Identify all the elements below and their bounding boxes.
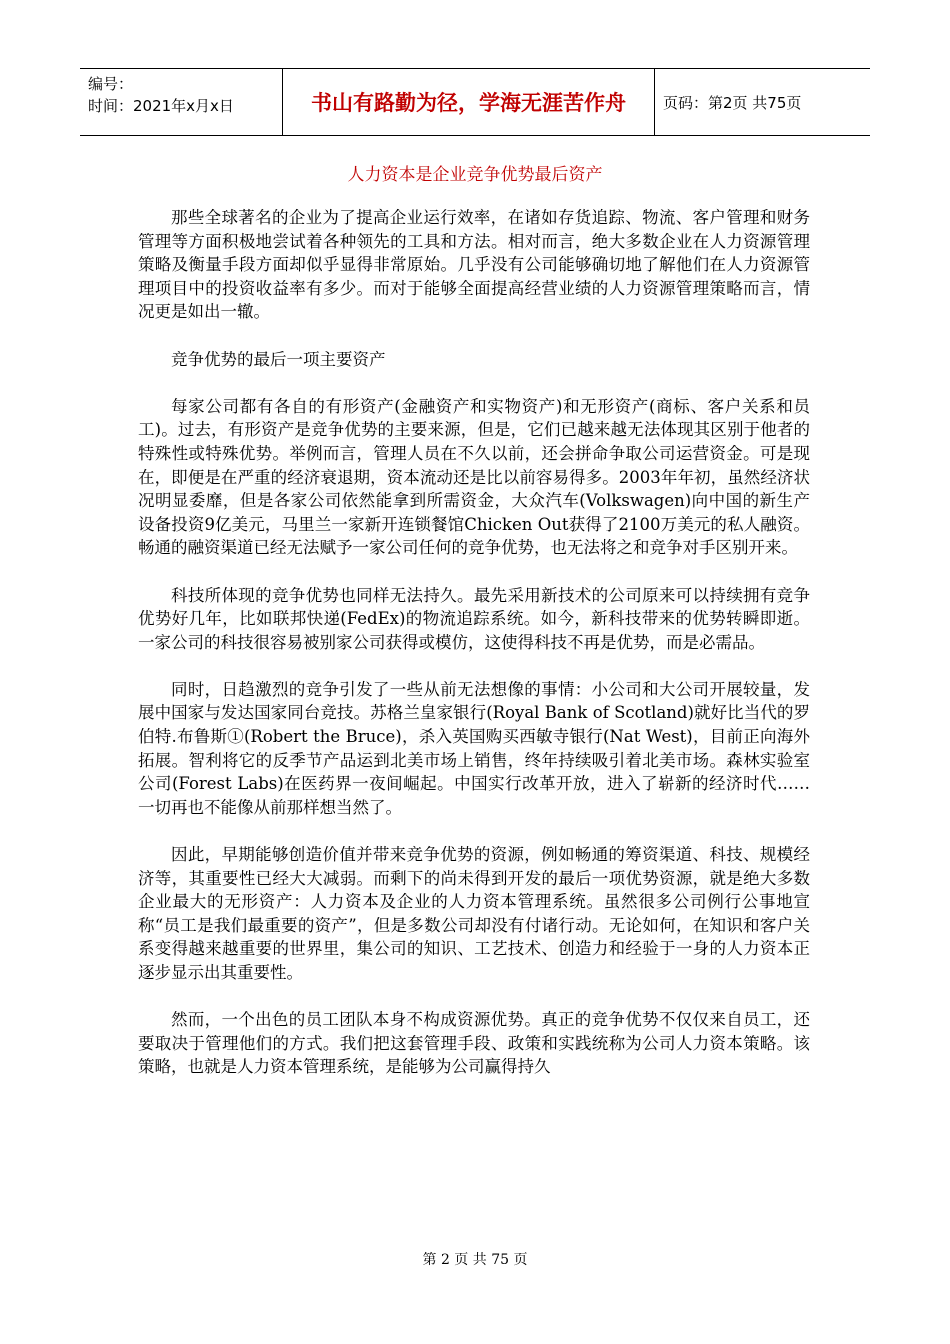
header-page-info: 页码：第2页 共75页 [663, 93, 802, 112]
paragraph: 每家公司都有各自的有形资产(金融资产和实物资产)和无形资产(商标、客户关系和员工)。过去，有形资产是竞争优势的主要来源，但是，它们已越来越无法体现其区别于他者的特殊性或特殊优势。举例而言，管理人员在不久以前，还会拼命争取公司运营资金。可是现在，即便是在严重的经济衰退期，资本流动还是比以前容易得多。2003年年初，虽然经济状况明显委靡，但是各家公司依然能拿到所需资金，大众汽车(Volkswagen)向中国的新生产设备投资9亿美元，马里兰一家新开连锁餐馆Chicken Out获得了2100万美元的私人融资。畅通的融资渠道已经无法赋予一家公司任何的竞争优势，也无法将之和竞争对手区别开来。 [138, 396, 810, 558]
paragraph: 那些全球著名的企业为了提高企业运行效率，在诸如存货追踪、物流、客户管理和财务管理等方面积极地尝试着各种领先的工具和方法。相对而言，绝大多数企业在人力资源管理策略及衡量手段方面却似乎显得非常原始。几乎没有公司能够确切地了解他们在人力资源管理项目中的投资收益率有多少。而对于能够全面提高经营业绩的人力资源管理策略而言，情况更是如出一辙。 [138, 208, 810, 322]
document-body [138, 206, 810, 1103]
document-code-label: 编号： [88, 75, 134, 93]
paragraph: 同时，日趋激烈的竞争引发了一些从前无法想像的事情：小公司和大公司开展较量，发展中国家与发达国家同台竞技。苏格兰皇家银行(Royal Bank of Scotland)就好比当代的罗伯特.布鲁斯①(Robert the Bruce)，杀入英国购买西敏寺银行(Nat West)，目前正向海外拓展。智利将它的反季节产品运到北美市场上销售，终年持续吸引着北美市场。森林实验室公司(Forest Labs)在医药界一夜间崛起。中国实行改革开放，进入了崭新的经济时代……一切再也不能像从前那样想当然了。 [138, 679, 810, 817]
document-time-label: 时间：2021年x月x日 [88, 97, 234, 115]
header-meta [80, 69, 283, 135]
page-footer: 第 2 页 共 75 页 [422, 1252, 528, 1268]
paragraph: 然而，一个出色的员工团队本身不构成资源优势。真正的竞争优势不仅仅来自员工，还要取决于管理他们的方式。我们把这套管理手段、政策和实践统称为公司人力资本策略。该策略，也就是人力资本管理系统，是能够为公司赢得持久 [138, 1010, 810, 1077]
section-heading: 竞争优势的最后一项主要资产 [171, 349, 386, 369]
header-motto: 书山有路勤为径，学海无涯苦作舟 [283, 69, 655, 135]
paragraph: 科技所体现的竞争优势也同样无法持久。最先采用新技术的公司原来可以持续拥有竞争优势好几年，比如联邦快递(FedEx)的物流追踪系统。如今，新科技带来的优势转瞬即逝。一家公司的科技很容易被别家公司获得或模仿，这使得科技不再是优势，而是必需品。 [138, 585, 810, 652]
document-title: 人力资本是企业竞争优势最后资产 [347, 165, 603, 185]
page-header [80, 68, 870, 136]
paragraph: 因此，早期能够创造价值并带来竞争优势的资源，例如畅通的筹资渠道、科技、规模经济等，其重要性已经大大减弱。而剩下的尚未得到开发的最后一项优势资源，就是绝大多数企业最大的无形资产：人力资本及企业的人力资本管理系统。虽然很多公司例行公事地宣称“员工是我们最重要的资产”，但是多数公司却没有付诸行动。无论如何，在知识和客户关系变得越来越重要的世界里，集公司的知识、工艺技术、创造力和经验于一身的人力资本正逐步显示出其重要性。 [138, 845, 810, 982]
